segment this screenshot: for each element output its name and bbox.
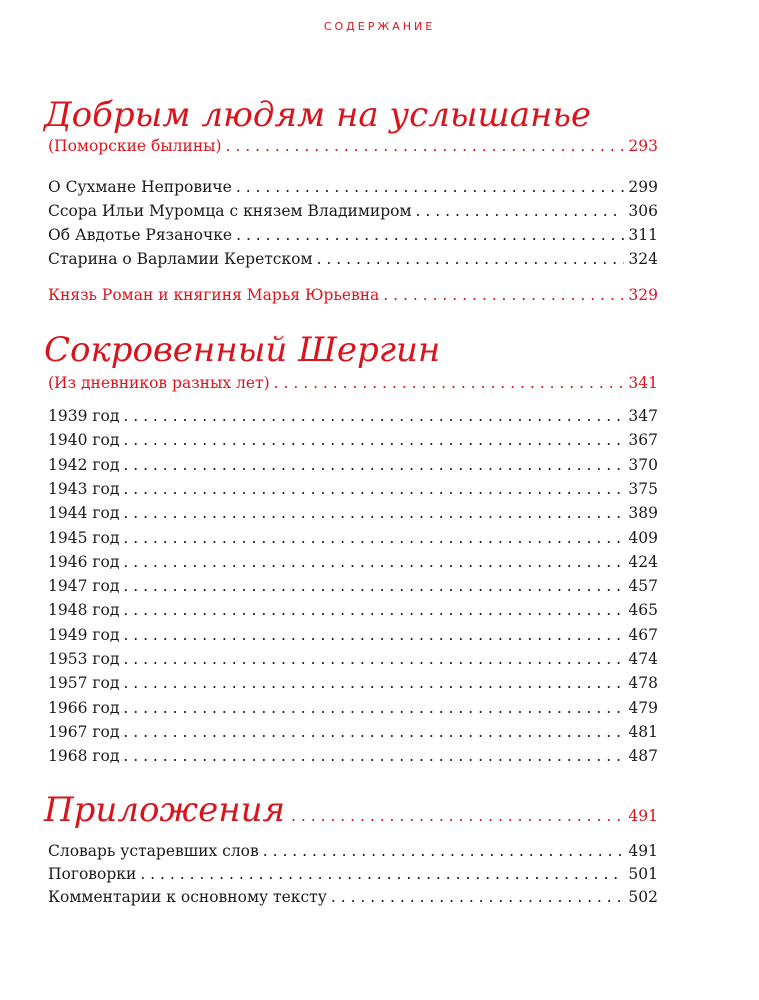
- toc-entry-page: 324: [628, 250, 658, 268]
- toc-entry-page: 306: [628, 202, 658, 220]
- dot-leader: [123, 696, 624, 720]
- toc-entry-year[interactable]: [48, 526, 658, 550]
- dot-leader: [123, 574, 624, 598]
- toc-entry[interactable]: [48, 839, 658, 863]
- toc-entry-page: 347: [628, 407, 658, 425]
- dot-leader: [226, 134, 625, 158]
- toc-entry-page: 389: [628, 504, 658, 523]
- dot-leader: [123, 526, 624, 550]
- toc-entry-page: 367: [628, 431, 658, 450]
- toc-entry-page: 467: [628, 625, 658, 644]
- toc-entry-prilozheniya[interactable]: [44, 788, 658, 832]
- toc-entry-year[interactable]: [48, 574, 658, 598]
- dot-leader: [140, 862, 624, 886]
- toc-entry-page: 481: [628, 722, 658, 741]
- toc-entry-label: 1944 год: [48, 504, 120, 523]
- toc-entry-page: 478: [628, 674, 658, 693]
- toc-entry-page: 299: [628, 178, 658, 196]
- section-title-2: Сокровенный Шергин: [44, 330, 441, 370]
- toc-entry-pomor-byliny[interactable]: [48, 134, 658, 158]
- toc-entry-page: 474: [628, 650, 658, 668]
- toc-entry-label: 1957 год: [48, 674, 120, 693]
- toc-entry[interactable]: [48, 199, 658, 223]
- dot-leader: [317, 247, 625, 271]
- dot-leader: [123, 453, 624, 477]
- toc-entry-label: Словарь устаревших слов: [48, 842, 259, 860]
- toc-entry-page: 311: [628, 226, 658, 244]
- toc-entry-page: 329: [628, 286, 658, 304]
- toc-entry-year[interactable]: [48, 477, 658, 501]
- toc-entry-page: 457: [628, 577, 658, 596]
- dot-leader: [263, 839, 625, 863]
- page-header: СОДЕРЖАНИЕ: [323, 20, 436, 33]
- section-title-3: Приложения: [44, 790, 286, 830]
- toc-entry[interactable]: [48, 223, 658, 247]
- toc-entry-diaries[interactable]: [48, 371, 658, 395]
- toc-entry-knyaz-roman[interactable]: [48, 283, 658, 307]
- toc-entry-label: 1943 год: [48, 479, 120, 498]
- toc-entry-year[interactable]: [48, 647, 658, 671]
- toc-entry-year[interactable]: [48, 696, 658, 720]
- dot-leader: [123, 720, 624, 744]
- toc-entry-label: 1940 год: [48, 431, 120, 450]
- toc-entry-year[interactable]: [48, 404, 658, 428]
- toc-entry-page: 424: [628, 552, 658, 571]
- toc-entry-label: 1945 год: [48, 528, 120, 547]
- toc-entry-page: 502: [628, 888, 658, 906]
- toc-entry-year[interactable]: [48, 428, 658, 452]
- dot-leader: [236, 175, 625, 199]
- toc-entry-page: 487: [628, 747, 658, 766]
- toc-entry-year[interactable]: [48, 598, 658, 622]
- toc-entry-label: О Сухмане Непровиче: [48, 178, 232, 196]
- toc-entry-label: Старина о Варламии Керетском: [48, 250, 313, 268]
- toc-entry-year[interactable]: [48, 453, 658, 477]
- section-title-1: Добрым людям на услышанье: [44, 95, 592, 135]
- toc-entry-label: 1967 год: [48, 722, 120, 741]
- toc-entry-label: 1939 год: [48, 407, 120, 425]
- toc-entry-year[interactable]: [48, 720, 658, 744]
- toc-entry-year[interactable]: [48, 623, 658, 647]
- dot-leader: [123, 671, 624, 695]
- toc-entry-label: Об Авдотье Рязаночке: [48, 226, 233, 244]
- toc-entry-page: 491: [628, 807, 658, 825]
- toc-entry-page: 341: [628, 374, 658, 392]
- toc-entry-label: 1948 год: [48, 601, 120, 620]
- toc-entry-label: Комментарии к основному тексту: [48, 888, 327, 906]
- dot-leader: [291, 807, 622, 825]
- toc-entry-label: 1946 год: [48, 552, 120, 571]
- toc-entry-page: 409: [628, 528, 658, 547]
- toc-entry[interactable]: [48, 247, 658, 271]
- toc-entry-label: 1949 год: [48, 625, 120, 644]
- toc-entry[interactable]: [48, 862, 658, 886]
- toc-entry-page: 491: [628, 842, 658, 860]
- dot-leader: [123, 501, 624, 525]
- toc-entry-year[interactable]: [48, 501, 658, 525]
- dot-leader: [123, 477, 624, 501]
- toc-entry-page: 479: [628, 698, 658, 717]
- dot-leader: [331, 885, 625, 909]
- toc-entry-label: 1968 год: [48, 747, 120, 766]
- toc-entry-label: 1953 год: [48, 650, 120, 668]
- dot-leader: [236, 223, 624, 247]
- toc-entry-label: 1947 год: [48, 577, 120, 596]
- toc-entry-page: 370: [628, 455, 658, 474]
- toc-entry-label: 1942 год: [48, 455, 120, 474]
- toc-entry[interactable]: [48, 175, 658, 199]
- dot-leader: [123, 647, 624, 671]
- dot-leader: [123, 550, 624, 574]
- dot-leader: [123, 428, 624, 452]
- toc-entry-page: 375: [628, 479, 658, 498]
- toc-entry-label: (Из дневников разных лет): [48, 374, 270, 392]
- dot-leader: [123, 598, 624, 622]
- dot-leader: [123, 623, 624, 647]
- toc-entry-year[interactable]: [48, 744, 658, 768]
- dot-leader: [123, 404, 624, 428]
- dot-leader: [416, 199, 625, 223]
- dot-leader: [123, 744, 624, 768]
- toc-entry-label: (Поморские былины): [48, 137, 222, 155]
- toc-entry-year[interactable]: [48, 671, 658, 695]
- toc-entry-label: Поговорки: [48, 865, 137, 883]
- toc-entry-label: Ссора Ильи Муромца с князем Владимиром: [48, 202, 412, 220]
- toc-entry[interactable]: [48, 885, 658, 909]
- dot-leader: [274, 371, 625, 395]
- toc-entry-page: 465: [628, 601, 658, 620]
- toc-entry-label: Князь Роман и княгиня Марья Юрьевна: [48, 286, 380, 304]
- toc-entry-page: 501: [628, 865, 658, 883]
- toc-entry-year[interactable]: [48, 550, 658, 574]
- toc-entry-label: 1966 год: [48, 698, 120, 717]
- dot-leader: [383, 283, 624, 307]
- toc-entry-page: 293: [628, 137, 658, 155]
